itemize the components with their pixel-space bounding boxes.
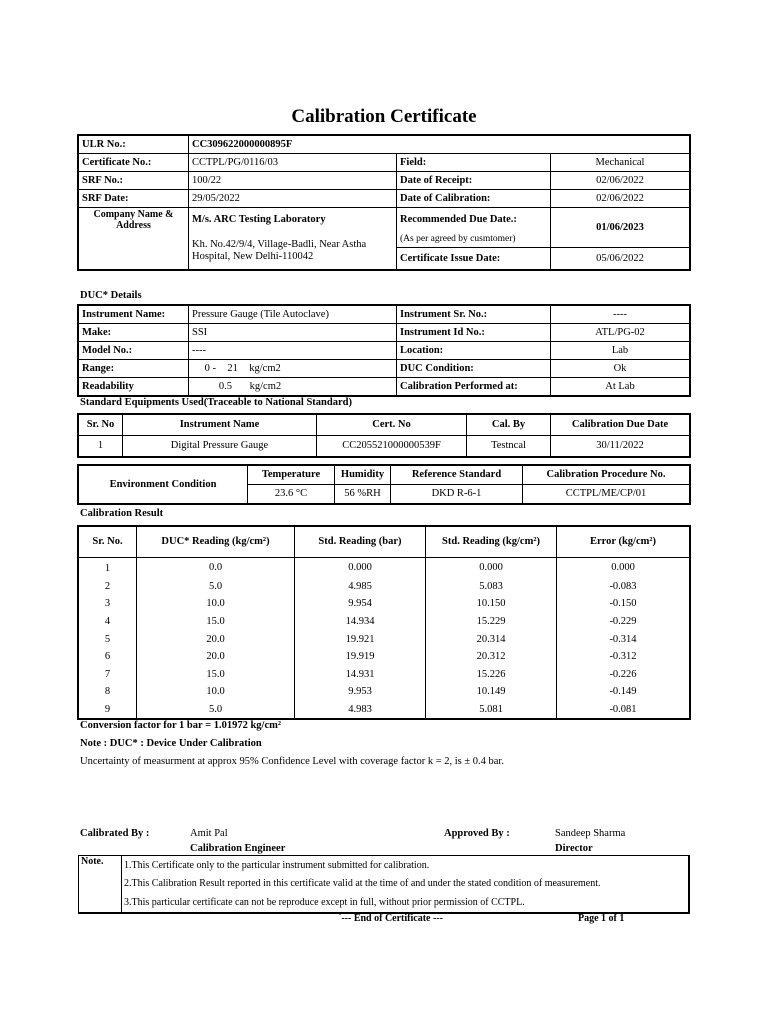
result-cell: -0.081 [557,701,690,719]
standard-table [78,414,690,457]
result-cell: 15.0 [137,666,295,684]
ulr-label: ULR No.: [79,136,189,154]
duc-section-title: DUC* Details [80,290,142,301]
srf-label: SRF No.: [79,172,189,190]
duc-table [78,305,690,396]
result-table [78,526,690,719]
srf-date-label: SRF Date: [79,190,189,208]
std-cell-instrument: Digital Pressure Gauge [123,436,317,457]
approved-by-role: Director [555,843,593,854]
srf-value: 100/22 [189,172,397,190]
calibrated-by-role: Calibration Engineer [190,843,286,854]
srf-date-value: 29/05/2022 [189,190,397,208]
calibrated-by-name: Amit Pal [190,828,228,839]
env-reference: DKD R-6-1 [391,485,523,504]
readability-number: 0.5 [218,380,232,392]
environment-table [78,465,690,504]
table-row [79,630,690,648]
field-label: Field: [397,154,551,172]
result-cell: 20.0 [137,648,295,666]
calib-date-label: Date of Calibration: [397,190,551,208]
result-cell: 19.919 [295,648,426,666]
readability-unit: kg/cm2 [249,380,282,392]
due-note: (As per agreed by cusmtomer) [397,232,551,248]
model-label: Model No.: [79,342,189,360]
range-value [189,360,397,378]
result-cell: 5.0 [137,578,295,596]
result-header-std-bar: Std. Reading (bar) [295,527,426,558]
result-cell: -0.150 [557,595,690,613]
company-name: M/s. ARC Testing Laboratory [189,208,397,233]
receipt-label: Date of Receipt: [397,172,551,190]
receipt-value: 02/06/2022 [551,172,690,190]
footer-note-3: 3.This particular certificate can not be reproduce except in full, without prior permission of CCTPL. [124,897,525,908]
result-header-std-kg: Std. Reading (kg/cm²) [426,527,557,558]
result-cell: 20.312 [426,648,557,666]
table-row [79,648,690,666]
footer-notes-box [78,855,690,914]
std-header-cert: Cert. No [317,415,467,436]
result-cell: 3 [79,595,137,613]
result-cell: 0.000 [426,558,557,578]
instrument-id-label: Instrument Id No.: [397,324,551,342]
footer-notes-label: Note. [79,856,122,912]
result-cell: 14.931 [295,666,426,684]
header-table [78,135,690,270]
result-cell: 14.934 [295,613,426,631]
result-cell: 7 [79,666,137,684]
result-cell: 8 [79,683,137,701]
result-cell: 6 [79,648,137,666]
issue-label: Certificate Issue Date: [397,248,551,270]
standard-section-title: Standard Equipments Used(Traceable to National Standard) [80,397,352,408]
result-cell: -0.312 [557,648,690,666]
result-cell: 0.000 [295,558,426,578]
condition-value: Ok [551,360,690,378]
issue-value: 05/06/2022 [551,248,690,270]
result-cell: 5 [79,630,137,648]
cert-value: CCTPL/PG/0116/03 [189,154,397,172]
make-label: Make: [79,324,189,342]
result-cell: -0.149 [557,683,690,701]
std-cell-cert: CC205521000000539F [317,436,467,457]
end-of-certificate: `--- End of Certificate --- [338,913,443,924]
result-cell: 19.921 [295,630,426,648]
result-cell: 9.954 [295,595,426,613]
table-row [79,595,690,613]
env-humidity: 56 %RH [335,485,391,504]
result-cell: 10.149 [426,683,557,701]
calib-date-value: 02/06/2022 [551,190,690,208]
table-row [79,613,690,631]
result-cell: 5.083 [426,578,557,596]
result-cell: 9 [79,701,137,719]
table-row [79,666,690,684]
result-cell: 0.0 [137,558,295,578]
result-header-error: Error (kg/cm²) [557,527,690,558]
result-cell: 2 [79,578,137,596]
page-number: Page 1 of 1 [578,913,625,924]
result-cell: -0.314 [557,630,690,648]
result-header-sr: Sr. No. [79,527,137,558]
company-address: Kh. No.42/9/4, Village-Badli, Near Astha Hospital, New Delhi-110042 [189,232,397,270]
result-cell: 15.229 [426,613,557,631]
result-cell: -0.226 [557,666,690,684]
result-cell: -0.083 [557,578,690,596]
result-cell: 15.226 [426,666,557,684]
result-cell: 0.000 [557,558,690,578]
due-label: Recommended Due Date.: [397,208,551,233]
std-cell-due: 30/11/2022 [551,436,690,457]
result-cell: 5.0 [137,701,295,719]
duc-note: Note : DUC* : Device Under Calibration [80,738,262,749]
readability-value [189,378,397,396]
instrument-name-value: Pressure Gauge (Tile Autoclave) [189,306,397,324]
result-cell: 1 [79,558,137,578]
instrument-sr-label: Instrument Sr. No.: [397,306,551,324]
footer-note-2: 2.This Calibration Result reported in this certificate valid at the time of and under the stated condition of measurement. [124,878,601,889]
result-cell: 15.0 [137,613,295,631]
page-title: Calibration Certificate [291,106,477,127]
env-procedure: CCTPL/ME/CP/01 [523,485,690,504]
result-header-duc: DUC* Reading (kg/cm²) [137,527,295,558]
approved-by-label: Approved By : [444,828,510,839]
instrument-name-label: Instrument Name: [79,306,189,324]
result-cell: 4.985 [295,578,426,596]
result-cell: 10.150 [426,595,557,613]
std-header-calby: Cal. By [467,415,551,436]
result-rows [79,558,690,719]
result-cell: 10.0 [137,595,295,613]
env-header-procedure: Calibration Procedure No. [523,466,690,485]
approved-by-name: Sandeep Sharma [555,828,626,839]
location-label: Location: [397,342,551,360]
condition-label: DUC Condition: [397,360,551,378]
readability-label: Readability [79,378,189,396]
instrument-id-value: ATL/PG-02 [551,324,690,342]
std-header-sr: Sr. No [79,415,123,436]
range-unit: kg/cm2 [249,362,281,374]
location-value: Lab [551,342,690,360]
performed-value: At Lab [551,378,690,396]
range-to: 21 [227,362,238,374]
make-value: SSI [189,324,397,342]
field-value: Mechanical [551,154,690,172]
result-cell: 5.081 [426,701,557,719]
performed-label: Calibration Performed at: [397,378,551,396]
conversion-factor: Conversion factor for 1 bar = 1.01972 kg/cm² [80,720,282,731]
std-header-due: Calibration Due Date [551,415,690,436]
result-section-title: Calibration Result [80,508,164,519]
table-row [79,683,690,701]
std-cell-calby: Testncal [467,436,551,457]
cert-label: Certificate No.: [79,154,189,172]
result-cell: -0.229 [557,613,690,631]
due-value: 01/06/2023 [551,208,690,248]
footer-note-1: 1.This Certificate only to the particular instrument submitted for calibration. [124,860,430,871]
result-cell: 9.953 [295,683,426,701]
uncertainty-note: Uncertainty of measurment at approx 95% Confidence Level with coverage factor k = 2, is ± 0.4 bar. [80,756,504,767]
environment-label: Environment Condition [79,466,248,504]
result-cell: 20.0 [137,630,295,648]
env-header-reference: Reference Standard [391,466,523,485]
std-header-instrument: Instrument Name [123,415,317,436]
table-row [79,701,690,719]
range-from: 0 - [204,362,216,374]
instrument-sr-value: ---- [551,306,690,324]
ulr-value: CC309622000000895F [189,136,690,154]
result-cell: 10.0 [137,683,295,701]
range-label: Range: [79,360,189,378]
env-header-humidity: Humidity [335,466,391,485]
env-header-temperature: Temperature [248,466,335,485]
model-value: ---- [189,342,397,360]
result-cell: 4 [79,613,137,631]
table-row [79,578,690,596]
calibrated-by-label: Calibrated By : [80,828,150,839]
table-row [79,558,690,578]
result-cell: 4.983 [295,701,426,719]
result-cell: 20.314 [426,630,557,648]
std-cell-sr: 1 [79,436,123,457]
company-label: Company Name & Address [79,208,189,270]
env-temperature: 23.6 °C [248,485,335,504]
